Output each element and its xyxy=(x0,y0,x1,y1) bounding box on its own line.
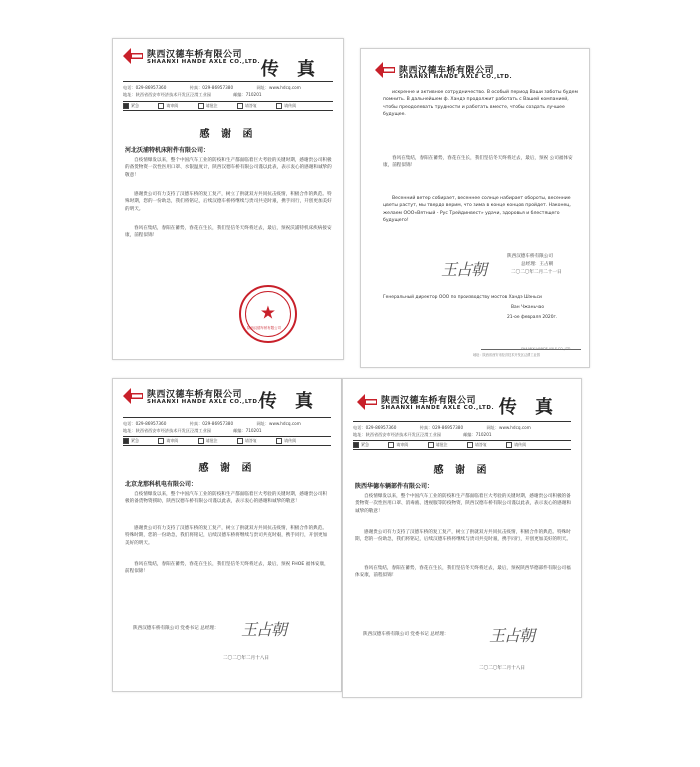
company-seal xyxy=(239,285,297,343)
paragraph: 自疫情爆发以来，整个中国汽车工业的防疫和生产都面临着巨大考验的关键时期，感谢贵公司积极的备货物资一次性医用口罩、水银温度计，陕西汉德车桥有限公司谨以此表，表示衷心的感谢和诚挚的敬意！ xyxy=(125,158,332,178)
checkbox-row xyxy=(353,442,571,448)
seal-text: 陕西汉德车桥有限公司 xyxy=(247,326,281,330)
sign-role: 总经理：王占朝 xyxy=(521,262,554,267)
header-rule xyxy=(353,421,571,422)
contact-info: 电话：029-86957360 传真：029-86957380 网址：www.hdcq.com 地址：陕西省西安市经济技术开发区泾渭工业园 邮编：710201 xyxy=(353,425,531,437)
fax-letter-top-right xyxy=(360,48,590,368)
letterhead xyxy=(113,39,343,81)
company-name-en: SHAANXI HANDE AXLE CO.,LTD. xyxy=(381,405,495,411)
company-name-cn: 陕西汉德车桥有限公司 xyxy=(147,50,243,60)
divider xyxy=(123,436,331,437)
company-name-en: SHAANXI HANDE AXLE CO.,LTD. xyxy=(399,74,513,80)
addressee: 陕西华德车辆部件有限公司： xyxy=(355,483,434,490)
checkbox-reply: 请答复 xyxy=(467,442,487,448)
checkbox-circulate: 请传阅 xyxy=(276,103,296,109)
ru-sign-date: 21-ое февраля 2020г. xyxy=(507,315,558,320)
doc-type-label: 传 真 xyxy=(258,391,319,412)
checkbox-reply: 请答复 xyxy=(237,103,257,109)
addressee: 北京龙那科机电有限公司： xyxy=(125,481,198,488)
checkbox-comment: 请批注 xyxy=(198,103,218,109)
checkbox-urgent: 紧急 xyxy=(123,103,139,109)
checkbox-circulate: 请传阅 xyxy=(276,438,296,444)
handwritten-signature: 王占朝 xyxy=(489,626,535,645)
fax-letter-bottom-right xyxy=(342,378,582,698)
sign-company: 陕西汉德车桥有限公司 xyxy=(507,254,553,259)
paragraph-ru: искренне и активное сотрудничество. В особый период Ваши заботы будем помнить. В дальнейшем ф. Хандэ продолжит работать с Вашей компанией, чтобы преодолевать трудности и работать вместе, чтобы создать лучшее будущее. xyxy=(383,90,578,118)
letter-title: 感 谢 函 xyxy=(198,463,256,474)
company-logo-icon xyxy=(123,388,143,404)
letterhead xyxy=(343,379,581,421)
sign-line: 陕西汉德车桥有限公司 党委书记 总经理： xyxy=(363,632,449,637)
checkbox-comment: 请批注 xyxy=(198,438,218,444)
company-name-en: SHAANXI HANDE AXLE CO.,LTD. xyxy=(147,399,261,405)
checkbox-review: 请审阅 xyxy=(388,442,408,448)
checkbox-row xyxy=(123,103,333,109)
company-name-cn: 陕西汉德车桥有限公司 xyxy=(399,66,495,76)
header-rule xyxy=(123,417,331,418)
paragraph: 自疫情爆发以来，整个中国汽车工业的防疫和生产都面临着巨大考验的关键时期，感谢贵公司积极的备货物资援助，陕西汉德车桥有限公司谨以此表，表示衷心的感谢和诚挚的敬意！ xyxy=(125,492,327,505)
company-name-cn: 陕西汉德车桥有限公司 xyxy=(381,396,477,406)
footer-company-en: SHAANXI HANDE AXLE CO.,LTD. xyxy=(521,347,572,351)
divider xyxy=(123,101,333,102)
handwritten-signature: 王占朝 xyxy=(441,260,487,279)
paragraph: 感谢贵公司有力支持了汉德车桥的复工复产，树立了供就双方共同抗击疫情，积极合作的典范。特殊时期，您的一份助急，我们将铭记，后续汉德车桥将继续与贵司共克时艰，携手同行，开创更加美好的明天。 xyxy=(355,530,571,543)
addressee: 河北沃浦特机床附件有限公司： xyxy=(125,147,210,154)
fax-letter-top-left xyxy=(112,38,344,360)
footer-address: 地址：陕西省西安市经济技术开发区泾渭工业园 xyxy=(473,353,540,357)
letter-title: 感 谢 函 xyxy=(433,465,491,476)
paragraph: 感谢贵公司有力支持了汉德车桥的复工复产，树立了供就双方共同抗击疫情，积极合作的典范。特殊时期，您的一份助急，我们将铭记，后续汉德车桥将继续与贵司共克时艰，携手同行，开创更加美好的明天。 xyxy=(125,526,328,546)
paragraph: 自疫情爆发以来，整个中国汽车工业的防疫和生产都面临着巨大考验的关键时期，感谢贵公司积极的备货物资一次性医用口罩、消毒液、透视服等防疫物资，陕西汉德车桥有限公司谨以此表，表示衷心的感谢和诚挚的敬意！ xyxy=(355,494,571,514)
divider xyxy=(353,440,571,441)
fax-letter-bottom-left xyxy=(112,378,342,692)
company-logo-icon xyxy=(357,394,377,410)
doc-type-label: 传 真 xyxy=(260,59,321,80)
paragraph-ru: Весенний ветер собирает, весеннее солнце набирает обороты, весенние цветы растут, мы твердо верим, что зима в конце концов пройдет. Наконец, желаем ООО«Вятный - Рус Трейдинвест» удачи, здоровья и блестящего будущего! xyxy=(383,196,571,224)
checkbox-circulate: 请传阅 xyxy=(506,442,526,448)
paragraph: 感谢贵公司有力支持了汉德车桥的复工复产，树立了供就双方共同抗击疫情，积极合作的典范。特殊时期，您的一份助急，我们将铭记，后续汉德车桥将继续与贵司共克时艰，携手同行，开创更加美好的明天。 xyxy=(125,192,332,212)
company-logo-icon xyxy=(123,48,143,64)
company-name-cn: 陕西汉德车桥有限公司 xyxy=(147,390,243,400)
sign-date: 二〇二〇年二月十八日 xyxy=(479,666,525,671)
paragraph: 春风在集结，春阳在蓄势，春花在生长，我们坚信冬天终将过去，最后，预祝沃浦特机床疾病接安康，前程似锦！ xyxy=(125,226,332,239)
divider xyxy=(353,449,571,450)
paragraph: 春风在集结，春阳在蓄势，春花在生长，我们坚信冬天终将过去，最后，预祝陕西华德部件有限公司福体安康，前程似锦！ xyxy=(355,566,571,579)
letterhead xyxy=(361,49,589,91)
star-icon: ★ xyxy=(259,302,277,324)
ru-sign-name: Ван Чжаньчао xyxy=(511,305,545,310)
paragraph-cn: 春风在集结，春阳在蓄势，春花在生长，我们坚信冬天终将过去，最后，预祝 公司福体安康，前程似锦！ xyxy=(383,156,573,169)
handwritten-signature: 王占朝 xyxy=(241,620,287,639)
company-logo-icon xyxy=(375,62,395,78)
sign-line: 陕西汉德车桥有限公司 党委书记 总经理： xyxy=(133,626,219,631)
sign-date: 二〇二〇年二月二十一日 xyxy=(511,270,562,275)
paragraph: 春风在集结，春阳在蓄势，春花在生长，我们坚信冬天终将过去，最后，预祝 FHOE 福体安康，前程似锦！ xyxy=(125,562,329,575)
checkbox-urgent: 紧急 xyxy=(123,438,139,444)
checkbox-review: 请审阅 xyxy=(158,103,178,109)
sign-date: 二〇二〇年二月十八日 xyxy=(223,656,269,661)
header-rule xyxy=(123,81,333,82)
ru-sign-role: Генеральный директор ООО по производству мостов Хандэ Шэньси xyxy=(383,295,542,300)
letter-title: 感 谢 函 xyxy=(199,129,257,140)
checkbox-urgent: 紧急 xyxy=(353,442,369,448)
divider xyxy=(123,110,333,111)
company-name-en: SHAANXI HANDE AXLE CO.,LTD. xyxy=(147,59,261,65)
divider xyxy=(123,445,331,446)
contact-info: 电话：029-86957360 传真：029-86957380 网址：www.hdcq.com 地址：陕西省西安市经济技术开发区泾渭工业园 邮编：710201 xyxy=(123,421,301,433)
checkbox-review: 请审阅 xyxy=(158,438,178,444)
letterhead xyxy=(113,379,341,421)
checkbox-row xyxy=(123,438,331,444)
checkbox-comment: 请批注 xyxy=(428,442,448,448)
contact-info: 电话：029-86957360 传真：029-86957380 网址：www.hdcq.com 地址：陕西省西安市经济技术开发区泾渭工业园 邮编：710201 xyxy=(123,85,301,97)
checkbox-reply: 请答复 xyxy=(237,438,257,444)
doc-type-label: 传 真 xyxy=(498,397,559,418)
